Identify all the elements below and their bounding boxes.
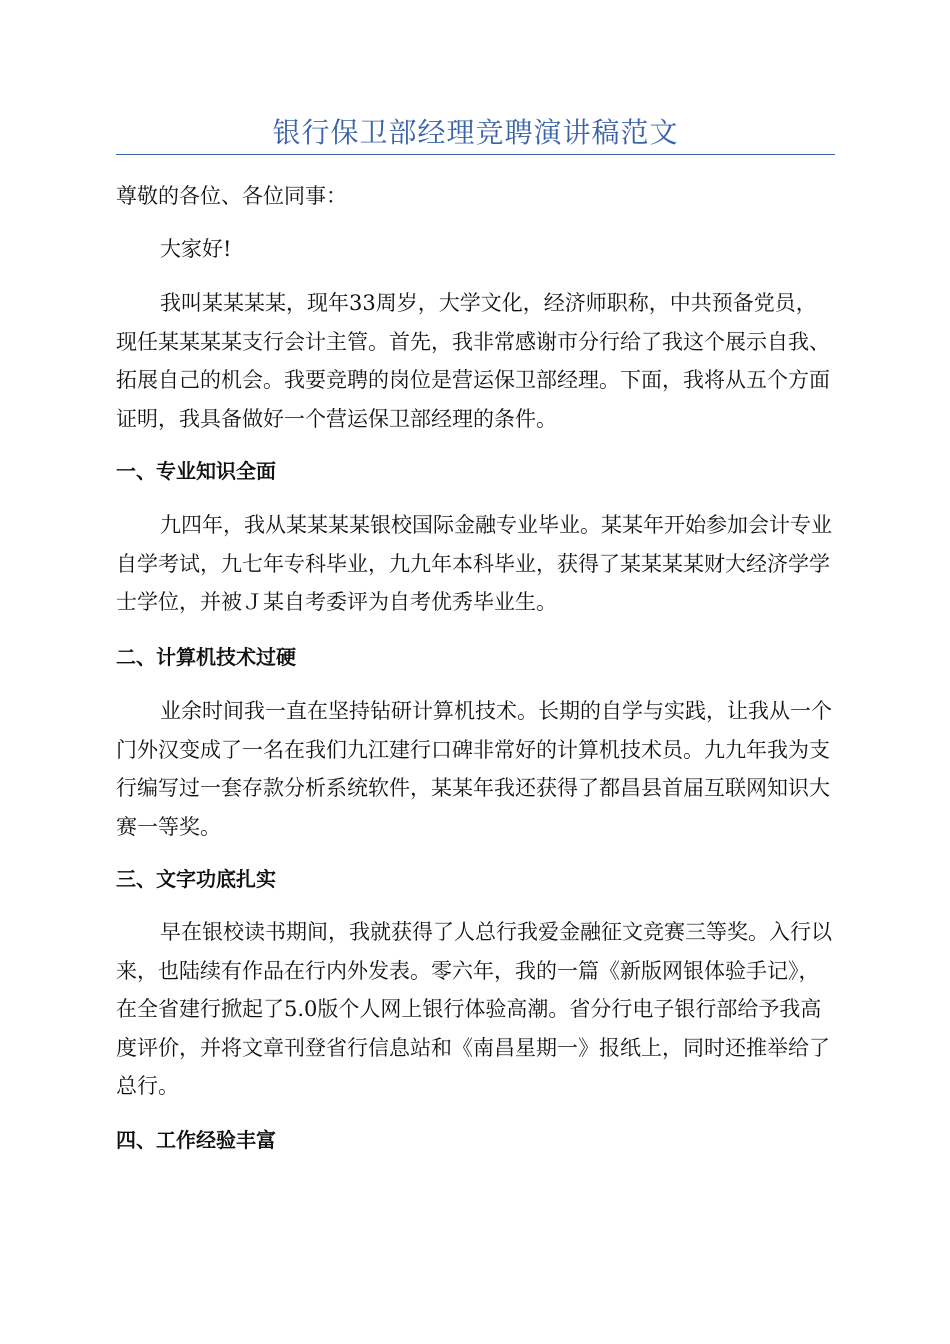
salutation: 尊敬的各位、各位同事： [116, 184, 347, 208]
section-heading-3: 三、文字功底扎实 [116, 867, 276, 891]
section-heading-1: 一、专业知识全面 [116, 459, 276, 483]
section-heading-4: 四、工作经验丰富 [116, 1128, 276, 1152]
title-underline [116, 154, 835, 155]
greeting: 大家好! [160, 237, 232, 261]
section-body-3: 早在银校读书期间，我就获得了人总行我爱金融征文竞赛三等奖。入行以来，也陆续有作品在行内外发表。零六年，我的一篇《新版网银体验手记》，在全省建行掀起了5.0版个人网上银行体验高潮。省分行电子银行部给予我高度评价，并将文章刊登省行信息站和《南昌星期一》报纸上，同时还推举给了总行。 [116, 920, 832, 1098]
section-body-2: 业余时间我一直在坚持钻研计算机技术。长期的自学与实践，让我从一个门外汉变成了一名在我们九江建行口碑非常好的计算机技术员。九九年我为支行编写过一套存款分析系统软件，某某年我还获得了都昌县首届互联网知识大赛一等奖。 [116, 699, 832, 839]
document-title: 银行保卫部经理竞聘演讲稿范文 [272, 116, 679, 149]
section-body-1: 九四年，我从某某某某银校国际金融专业毕业。某某年开始参加会计专业自学考试，九七年专科毕业，九九年本科毕业，获得了某某某某财大经济学学士学位，并被Ｊ某自考委评为自考优秀毕业生。 [116, 513, 832, 614]
section-heading-2: 二、计算机技术过硬 [116, 645, 296, 669]
intro-paragraph: 我叫某某某某，现年33周岁，大学文化，经济师职称，中共预备党员，现任某某某某支行会计主管。首先，我非常感谢市分行给了我这个展示自我、拓展自己的机会。我要竞聘的岗位是营运保卫部经理。下面，我将从五个方面证明，我具备做好一个营运保卫部经理的条件。 [116, 291, 830, 431]
